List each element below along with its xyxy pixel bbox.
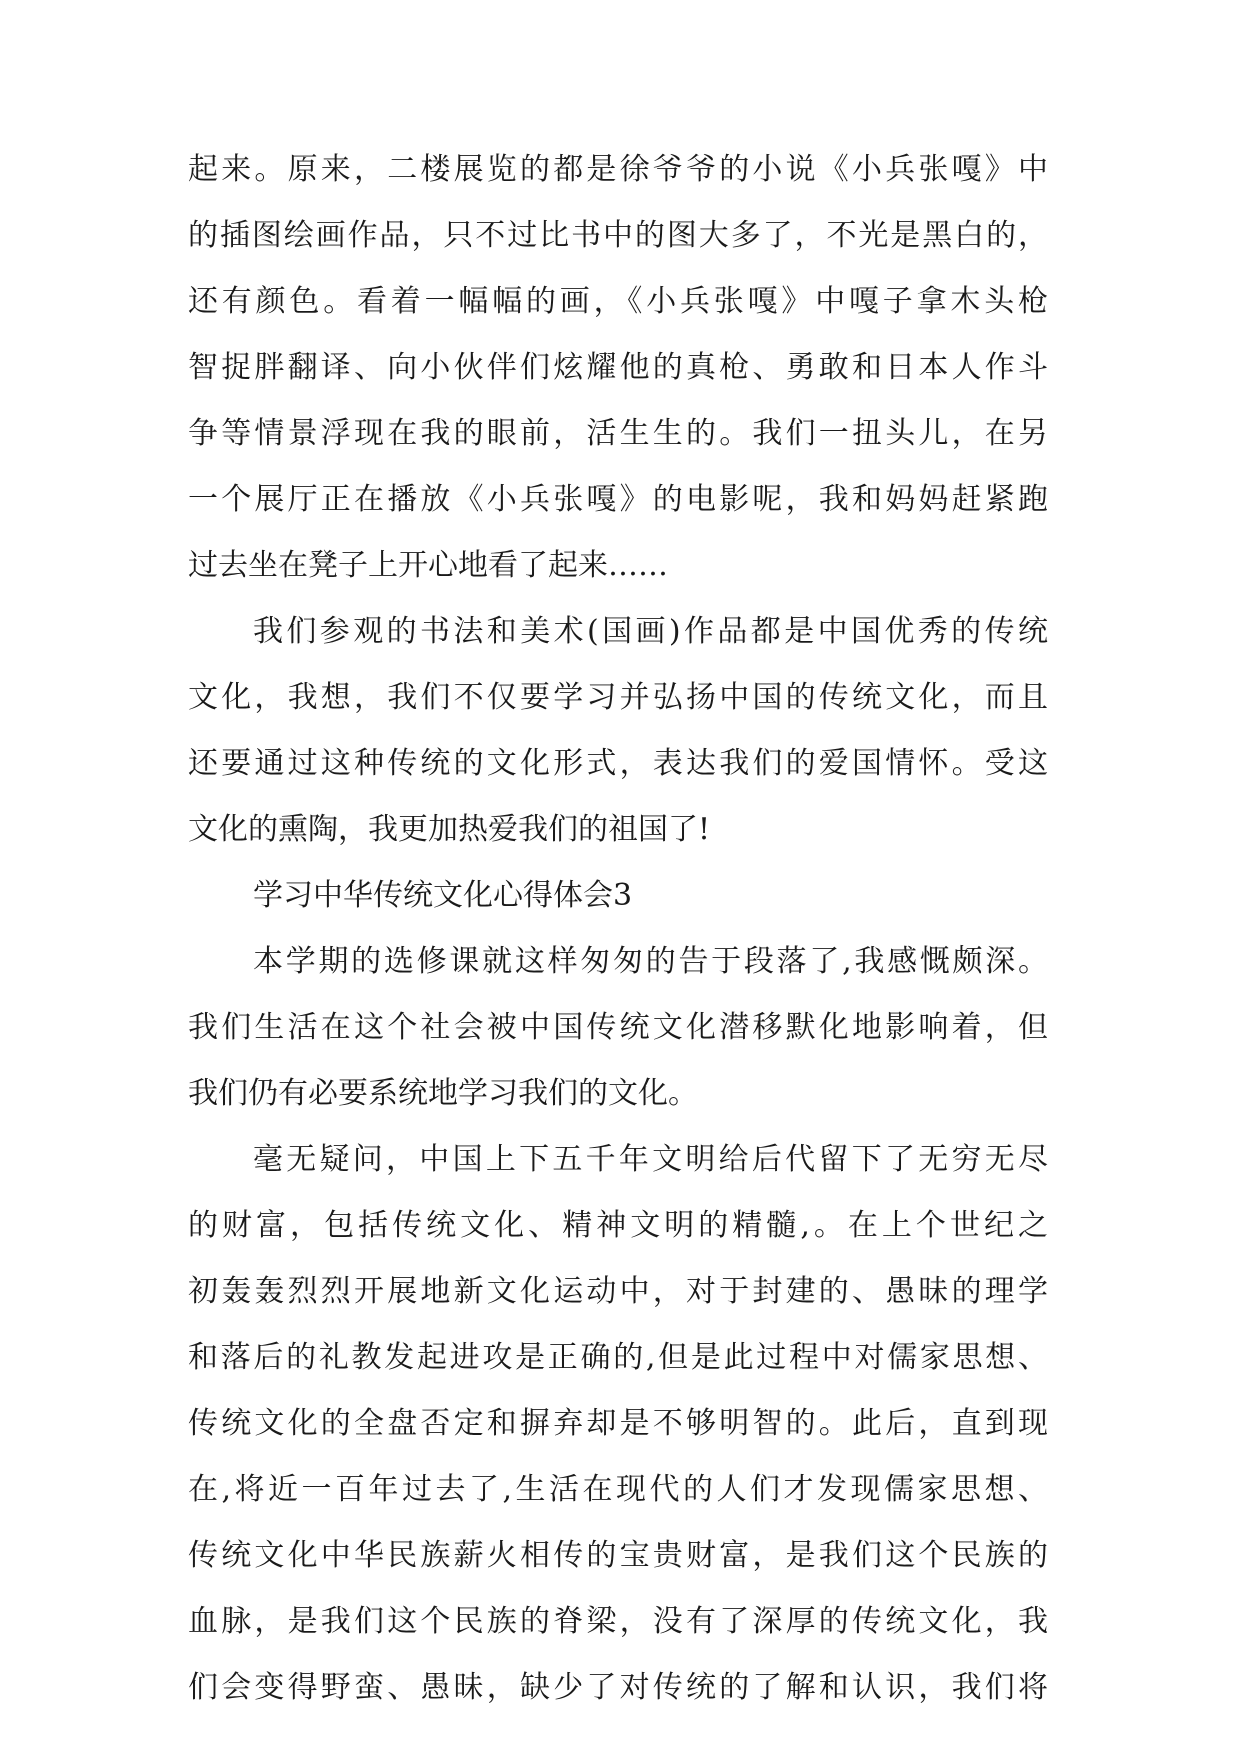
text-line: 智捉胖翻译、向小伙伴们炫耀他的真枪、勇敢和日本人作斗 (188, 350, 1048, 385)
text-line: 传统文化的全盘否定和摒弃却是不够明智的。此后，直到现 (188, 1406, 1048, 1441)
text-line: 们会变得野蛮、愚昧，缺少了对传统的了解和认识，我们将 (188, 1670, 1048, 1705)
text-line: 过去坐在凳子上开心地看了起来…… (188, 548, 668, 583)
text-line: 起来。原来，二楼展览的都是徐爷爷的小说《小兵张嘎》中 (188, 152, 1048, 187)
paragraph-first-line: 我们参观的书法和美术(国画)作品都是中国优秀的传统 (253, 614, 1048, 649)
text-line: 一个展厅正在播放《小兵张嘎》的电影呢，我和妈妈赶紧跑 (188, 482, 1048, 517)
text-line: 血脉，是我们这个民族的脊梁，没有了深厚的传统文化，我 (188, 1604, 1048, 1639)
text-line: 和落后的礼教发起进攻是正确的,但是此过程中对儒家思想、 (188, 1340, 1048, 1375)
text-line: 的插图绘画作品，只不过比书中的图大多了，不光是黑白的， (188, 218, 1048, 253)
text-line: 我们仍有必要系统地学习我们的文化。 (188, 1076, 698, 1111)
text-line: 的财富，包括传统文化、精神文明的精髓,。在上个世纪之 (188, 1208, 1048, 1243)
paragraph-first-line: 本学期的选修课就这样匆匆的告于段落了,我感慨颇深。 (253, 944, 1048, 979)
text-line: 我们生活在这个社会被中国传统文化潜移默化地影响着，但 (188, 1010, 1048, 1045)
text-line: 还有颜色。看着一幅幅的画，《小兵张嘎》中嘎子拿木头枪 (188, 284, 1048, 319)
text-line: 初轰轰烈烈开展地新文化运动中，对于封建的、愚昧的理学 (188, 1274, 1048, 1309)
text-line: 文化，我想，我们不仅要学习并弘扬中国的传统文化，而且 (188, 680, 1048, 715)
section-heading: 学习中华传统文化心得体会3 (253, 878, 633, 913)
paragraph-first-line: 毫无疑问，中国上下五千年文明给后代留下了无穷无尽 (253, 1142, 1048, 1177)
text-line: 争等情景浮现在我的眼前，活生生的。我们一扭头儿，在另 (188, 416, 1048, 451)
text-line: 文化的熏陶，我更加热爱我们的祖国了! (188, 812, 711, 847)
text-line: 还要通过这种传统的文化形式，表达我们的爱国情怀。受这 (188, 746, 1048, 781)
text-line: 在,将近一百年过去了,生活在现代的人们才发现儒家思想、 (188, 1472, 1048, 1507)
text-line: 传统文化中华民族薪火相传的宝贵财富，是我们这个民族的 (188, 1538, 1048, 1573)
